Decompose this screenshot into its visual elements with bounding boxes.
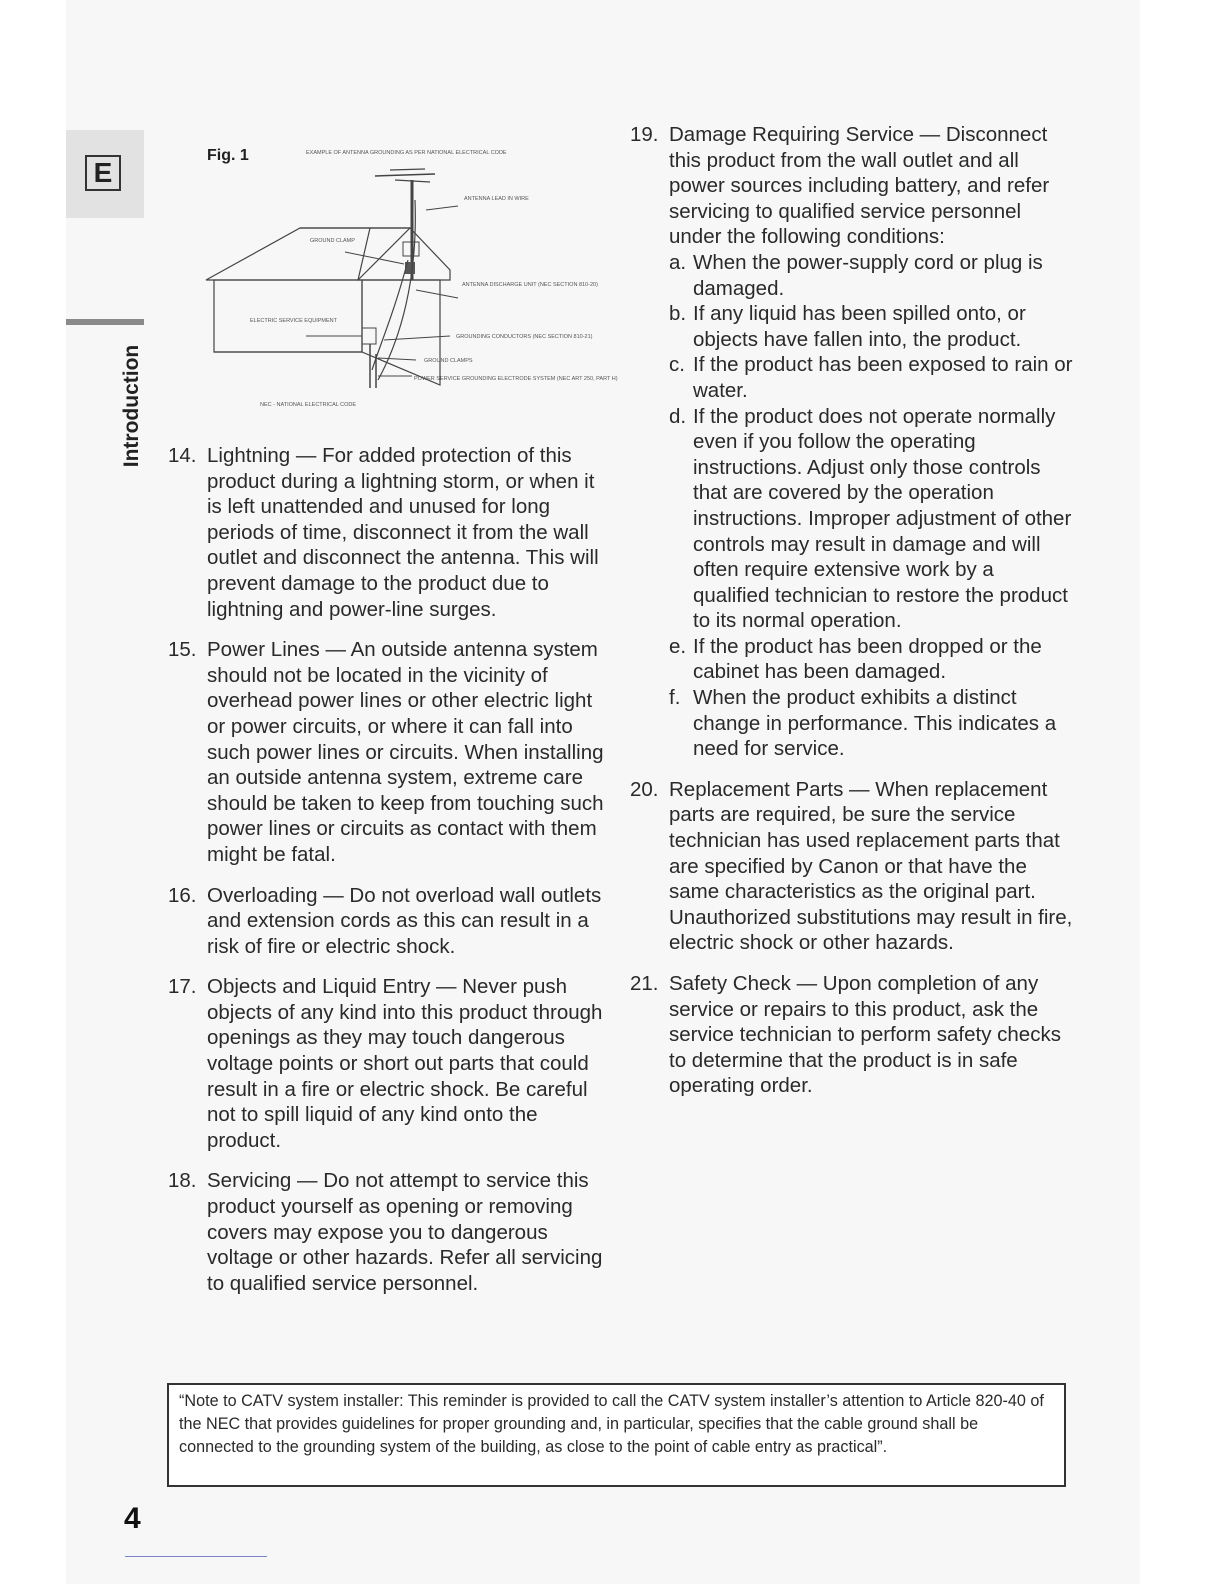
label-power-service: POWER SERVICE GROUNDING ELECTRODE SYSTEM (NEC ART 250, PART H) — [414, 376, 618, 382]
sub-item: d. If the product does not operate normally even if you follow the operating instructions. Adjust only those controls that are covered by the operation instructions. Improper adjustment of other controls may result in damage and will often require extensive work by a qualified technician to restore the product to its normal operation. — [669, 404, 1072, 633]
label-grounding-conductors: GROUNDING CONDUCTORS (NEC SECTION 810-21) — [456, 334, 593, 340]
list-item: 19. Damage Requiring Service — Disconnect this product from the wall outlet and all power sources including battery, and refer servicing to qualified service personnel under the following conditions: a. When the power-supply cord or plug is damaged. b. If any liquid has been spilled onto, or objects have fallen into, the product. c. If the product has been exposed to rain or water. d. If the product does not operate normally even if you follow the operating instructions. Adjust only those controls that are covered by the operation instructions. Improper adjustment of other controls may result in damage and will often require extensive work by a qualified technician to restore the product to its normal operation. e. If the product has been dropped or the cabinet has been damaged. f. When the product exhibits a distinct change in performance. This indicates a need for service. — [630, 122, 1075, 762]
label-nec-note: NEC - NATIONAL ELECTRICAL CODE — [260, 402, 357, 408]
label-ground-clamps: GROUND CLAMPS — [424, 358, 473, 364]
list-item: 18. Servicing — Do not attempt to service this product yourself as opening or removing covers may expose you to dangerous voltage or other hazards. Refer all servicing to qualified service personnel. — [168, 1169, 603, 1295]
label-antenna-lead: ANTENNA LEAD IN WIRE — [464, 196, 529, 202]
list-item: 15. Power Lines — An outside antenna system should not be located in the vicinity of overhead power lines or other electric light or power circuits, or where it can fall into such power lines or circuits. When installing an outside antenna system, extreme care should be taken to keep from touching such power lines or circuits as contact with them might be fatal. — [168, 638, 604, 866]
section-divider — [66, 319, 144, 325]
figure-label: Fig. 1 — [207, 147, 249, 164]
list-item: 21. Safety Check — Upon completion of any service or repairs to this product, ask the service technician to perform safety checks to determine that the product is in safe operating order. — [630, 972, 1061, 1098]
label-ground-clamp: GROUND CLAMP — [310, 238, 355, 244]
list-item: 17. Objects and Liquid Entry — Never push objects of any kind into this product through openings as they may touch dangerous voltage points or short out parts that could result in a fire or electric shock. Be careful not to spill liquid of any kind onto the product. — [168, 975, 603, 1152]
sub-item: b. If any liquid has been spilled onto, or objects have fallen into, the product. — [669, 302, 1026, 351]
house-wall — [214, 280, 362, 352]
electric-service-box — [362, 328, 376, 344]
list-item: 16. Overloading — Do not overload wall outlets and extension cords as this can result in a risk of fire or electric shock. — [168, 883, 602, 958]
left-column — [168, 443, 608, 1311]
label-service-equipment: ELECTRIC SERVICE EQUIPMENT — [250, 318, 337, 324]
footer-rule — [125, 1556, 267, 1557]
house-roof — [206, 228, 370, 280]
antenna-grounding-diagram — [200, 140, 618, 420]
section-label: Introduction — [120, 344, 143, 468]
right-column — [630, 122, 1075, 1114]
sub-item: c. If the product has been exposed to rain or water. — [669, 353, 1073, 402]
list-item: 14. Lightning — For added protection of this product during a lightning storm, or when it is left unattended and unused for long periods of time, disconnect it from the wall outlet and disconnect the antenna. This will prevent damage to the product due to lightning and power-line surges. — [168, 444, 599, 621]
language-indicator: E — [85, 155, 121, 191]
sub-item: e. If the product has been dropped or the cabinet has been damaged. — [669, 634, 1042, 684]
lead-in-wire — [378, 200, 415, 380]
catv-note: “Note to CATV system installer: This reminder is provided to call the CATV system installer’s attention to Article 820-40 of the NEC that provides guidelines for proper grounding and, in particular, specifies that the cable ground shall be connected to the grounding system of the building, as close to the point of cable entry as practical”. — [167, 1383, 1066, 1487]
house-side — [362, 280, 440, 385]
figure-caption: EXAMPLE OF ANTENNA GROUNDING AS PER NATIONAL ELECTRICAL CODE — [306, 150, 507, 156]
label-discharge-unit: ANTENNA DISCHARGE UNIT (NEC SECTION 810-20) — [462, 282, 598, 288]
sub-item: a. When the power-supply cord or plug is damaged. — [669, 250, 1043, 300]
list-item: 20. Replacement Parts — When replacement parts are required, be sure the service technician has used replacement parts that are specified by Canon or that have the same characteristics as the original part. Unauthorized substitutions may result in fire, electric shock or other hazards. — [630, 777, 1073, 955]
sub-item: f. When the product exhibits a distinct change in performance. This indicates a need for service. — [669, 686, 1057, 761]
antenna-icon — [375, 174, 435, 176]
page-number: 4 — [124, 1502, 141, 1535]
